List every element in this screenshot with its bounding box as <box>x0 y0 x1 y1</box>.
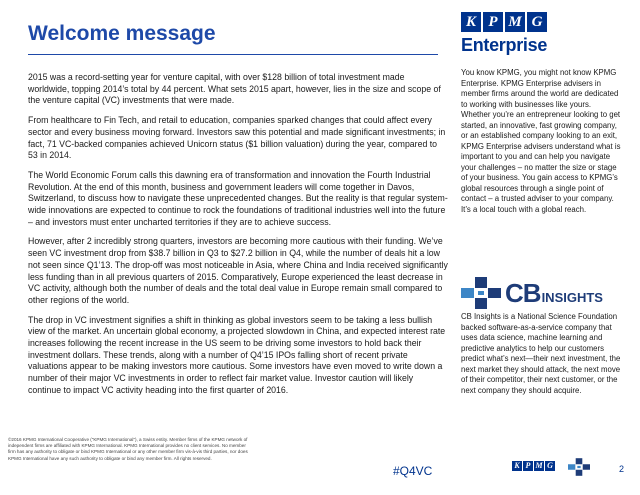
cb-insights-mark-icon <box>461 277 501 309</box>
kpmg-enterprise-label: Enterprise <box>461 35 548 55</box>
kpmg-wordmark <box>461 12 557 32</box>
title-divider <box>28 54 438 55</box>
cb-logo-subtext: INSIGHTS <box>541 289 603 305</box>
footer-kpmg-logo <box>512 461 555 471</box>
kpmg-letter: K <box>461 12 481 32</box>
footer-cb-insights-icon <box>568 458 590 476</box>
kpmg-letter: M <box>535 461 543 470</box>
kpmg-letter: P <box>523 461 533 471</box>
article-paragraph: The World Economic Forum calls this dawning era of transformation and innovation the Fourth Industrial Revolution. At the end of this month, business and government leaders will come together in Davos, Switzerland, to discuss how to navigate these unprecedented changes. But the reality is that regular system-wide innovations are expected to continue to rock the foundations of traditional industries well into the future – and investors must enter uncharted territories if they are to achieve success. <box>28 169 448 227</box>
main-article <box>28 72 448 405</box>
cb-logo-text: CB <box>505 277 541 308</box>
kpmg-letter: K <box>512 461 522 471</box>
kpmg-enterprise-logo <box>461 12 557 64</box>
legal-disclaimer: ©2016 KPMG International Cooperative (“KPMG International”), a Swiss entity. Member firms of the KPMG network of independent firms are affiliated with KPMG International. KPMG International provides no client services. No member firm has any authority to obligate or bind KPMG International or any other member firm vis-à-vis third parties, nor does KPMG International have any such authority to obligate or bind any member firm. All rights reserved. <box>8 437 248 461</box>
article-paragraph: The drop in VC investment signifies a shift in thinking as global investors seem to be taking a less bullish view of the market. An uncertain global economy, a projected slowdown in China, and expected interest rate increases following the recent increase in the US seem to be driving some investors to hold back their investment dollars. These trends, along with a number of Q4’15 IPOs falling short of recent private valuations appear to be making investors more cautious. Some investors have even moved to write down a number of their major VC investments in order to reflect fair market value. Investor caution will likely continue to impact VC activity heading into the first quarter of 2016. <box>28 314 446 395</box>
kpmg-description: You know KPMG, you might not know KPMG Enterprise. KPMG Enterprise advisers in member firms around the world are dedicated to working with businesses like yours. Whether you’re an entrepreneur looking to get started, an innovative, fast growing company, or an established company looking to an exit, KPMG Enterprise advisers understand what is important to you and can help you navigate your challenges – no matter the size or stage of your business. You gain access to KPMG’s global resources through a single point of contact – a trusted adviser to your company. It’s a local touch with a global reach. <box>461 68 621 214</box>
page-number: 2 <box>619 464 625 474</box>
article-paragraph: From healthcare to Fin Tech, and retail to education, companies sparked changes that could affect every sector and every business moving forward. Investors saw this potential and made significant investments; in fact, 71 VC-backed companies achieved Unicorn status ($1 billion valuation) during the year, compared to 53 in 2014. <box>28 115 446 161</box>
article-paragraph: 2015 was a record-setting year for venture capital, with over $128 billion of total investment made worldwide, topping 2014’s total by 44 percent. What sets 2015 apart, however, lies in the size and scope of the venture capital (VC) investments that were made. <box>28 72 441 106</box>
kpmg-letter: G <box>545 461 555 471</box>
hashtag-label: #Q4VC <box>393 464 433 478</box>
cb-insights-logo <box>461 276 611 310</box>
cb-insights-description: CB Insights is a National Science Foundation backed software-as-a-service company that uses data science, machine learning and predictive analytics to help our customers predict what’s next—their next investment, the next market they should attack, the next move of their competitor, their next customer, or the next company they should acquire. <box>461 312 621 395</box>
article-paragraph: However, after 2 incredibly strong quarters, investors are becoming more cautious with their funding. We’ve seen VC investment drop from $38.7 billion in Q3 to $27.2 billion in Q4, while the number of deals hit a low not seen since Q1’13. The drop-off was most noticeable in Asia, where China and India received significantly less funding than in all previous quarters of 2015. Comparatively, Europe experienced the least decrease in VC activity, although both the number of deals and the total deal value in Europe remain small compared to other regions of the world. <box>28 236 448 305</box>
kpmg-letter: M <box>505 12 525 32</box>
kpmg-letter: P <box>483 12 503 32</box>
page-title: Welcome message <box>28 22 216 45</box>
kpmg-letter: G <box>527 12 547 32</box>
